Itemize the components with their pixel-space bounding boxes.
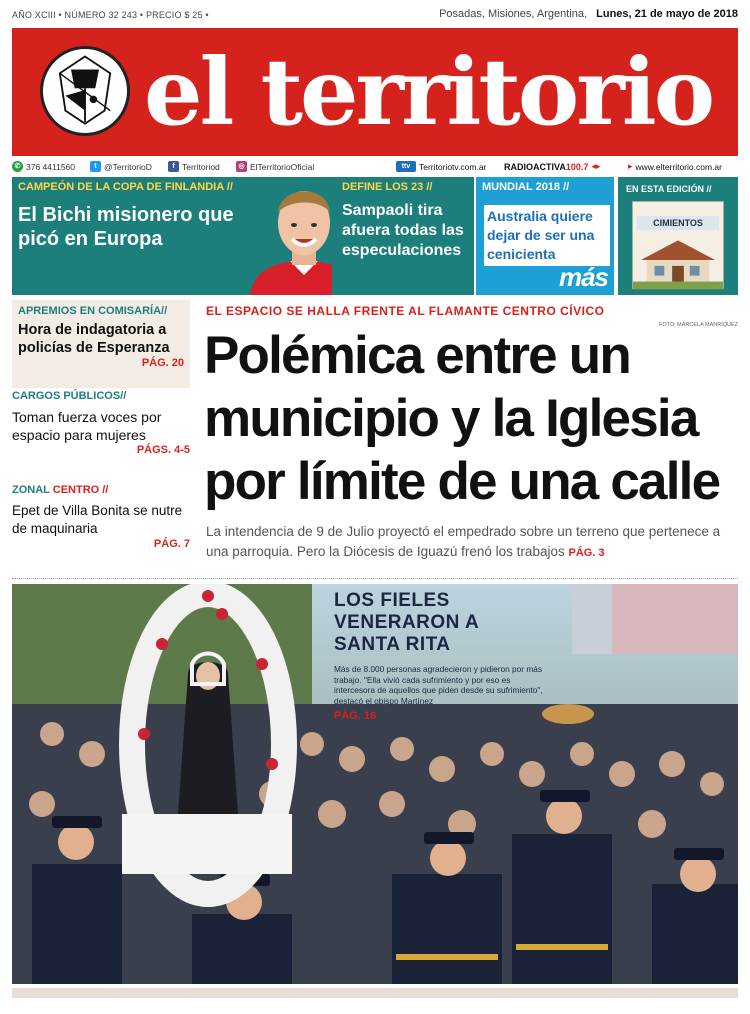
radio-name — [504, 162, 588, 172]
radio-link[interactable] — [504, 161, 600, 172]
photo-story[interactable] — [12, 584, 738, 984]
whatsapp-number: 376 4411560 — [26, 161, 76, 172]
photo-story-text: Más de 8.000 personas agradecieron y pidieron por más trabajo. "Ella vivió cada sufrimiento y por eso es intercesora de aquellos que piden desde su sufrimiento", destacó el obispo Martínez — [334, 664, 543, 706]
instagram-link[interactable] — [236, 161, 314, 172]
main-kicker: EL ESPACIO SE HALLA FRENTE AL FLAMANTE CENTRO CÍVICO — [206, 304, 605, 318]
dateline-date: Lunes, 21 de mayo de 2018 — [596, 8, 738, 20]
mas-brand: más — [558, 262, 608, 292]
radio-label: RADIOACTIVA — [504, 161, 566, 172]
pointer-icon: ▸ — [628, 161, 633, 171]
tv-site: Territoriotv.com.ar — [419, 161, 487, 172]
promo-headline: Australia quiere dejar de ser una cenicienta — [484, 205, 610, 266]
website-link[interactable] — [628, 161, 722, 172]
supplement-title: CIMIENTOS — [637, 216, 719, 230]
masthead — [12, 28, 738, 156]
promo-headline: El Bichi misionero que picó en Europa — [18, 204, 234, 250]
brief-police[interactable] — [12, 300, 190, 388]
instagram-handle: ElTerritorioOficial — [250, 161, 315, 172]
promo-world-cup[interactable] — [476, 177, 614, 295]
brief-page: PÁGS. 4-5 — [136, 444, 190, 456]
brief-public-posts[interactable] — [12, 390, 190, 456]
twitter-handle: @TerritorioD — [104, 161, 152, 172]
brief-kicker-region: CENTRO // — [52, 484, 109, 496]
brief-zonal[interactable] — [12, 484, 190, 550]
main-headline[interactable]: Polémica entre un municipio y la Iglesia por límite de una calle — [204, 326, 720, 511]
main-subhead — [206, 522, 740, 563]
radio-frequency: 100.7 — [565, 161, 589, 172]
promo-kicker: DEFINE LOS 23 // — [342, 181, 433, 193]
whatsapp-icon: ✆ — [12, 161, 23, 172]
promo-edition-supplement[interactable] — [618, 177, 738, 295]
facebook-icon: f — [168, 161, 179, 172]
promo-kicker: MUNDIAL 2018 // — [482, 181, 570, 193]
whatsapp-contact[interactable] — [12, 161, 75, 172]
brief-headline: Epet de Villa Bonita se nutre de maquinaria — [12, 503, 183, 536]
brief-kicker-zone: ZONAL — [12, 484, 50, 496]
twitter-link[interactable] — [90, 161, 152, 172]
dateline — [439, 8, 738, 20]
promo-football[interactable] — [12, 177, 332, 295]
brief-page: PÁG. 7 — [153, 538, 190, 550]
newspaper-title: el territorio — [144, 38, 713, 146]
brief-headline: Toman fuerza voces por espacio para mujeres — [12, 409, 162, 443]
supplement-cover — [632, 201, 724, 289]
dateline-location: Posadas, Misiones, Argentina, — [439, 8, 588, 20]
photo-story-page: PÁG. 16 — [334, 710, 377, 722]
social-bar — [12, 158, 738, 176]
edition-info: AÑO XCIII • NÚMERO 32 243 • PRECIO $ 25 • — [12, 10, 209, 20]
photo-story-title: LOS FIELES VENERARON A SANTA RITA — [334, 590, 479, 655]
website-url: www.elterritorio.com.ar — [635, 161, 722, 172]
promo-kicker: EN ESTA EDICIÓN // — [626, 184, 712, 194]
photo-credit: FOTO: MARCELA MANRIQUEZ — [658, 322, 738, 328]
brief-kicker: CARGOS PÚBLICOS// — [12, 390, 127, 402]
instagram-icon: ◎ — [236, 161, 247, 172]
promo-selection[interactable] — [332, 177, 474, 295]
brief-page: PÁG. 20 — [141, 357, 184, 369]
promo-kicker: CAMPEÓN DE LA COPA DE FINLANDIA // — [18, 181, 233, 193]
promo-headline: Sampaoli tira afuera todas las especulaciones — [342, 202, 464, 259]
bottom-band — [12, 988, 738, 998]
facebook-handle: Territoriod — [182, 161, 220, 172]
brief-headline: Hora de indagatoria a policías de Esperanza — [18, 322, 170, 356]
main-subhead-text: La intendencia de 9 de Julio proyectó el empedrado sobre un terreno que pertenece a una parroquia. Pero la Diócesis de Iguazú frenó los trabajos — [206, 524, 721, 559]
brief-kicker — [12, 484, 190, 496]
main-page: PÁG. 3 — [568, 547, 605, 559]
section-divider — [12, 578, 738, 579]
twitter-icon: t — [90, 161, 101, 172]
tv-link[interactable] — [396, 161, 486, 172]
signal-arrow-icon: ◂▸ — [591, 161, 601, 171]
edition-bar — [12, 8, 738, 22]
tv-badge-icon: ttv — [396, 161, 416, 172]
facebook-link[interactable] — [168, 161, 220, 172]
brief-kicker: APREMIOS EN COMISARÍA// — [18, 305, 168, 317]
newspaper-emblem-icon — [40, 46, 130, 136]
